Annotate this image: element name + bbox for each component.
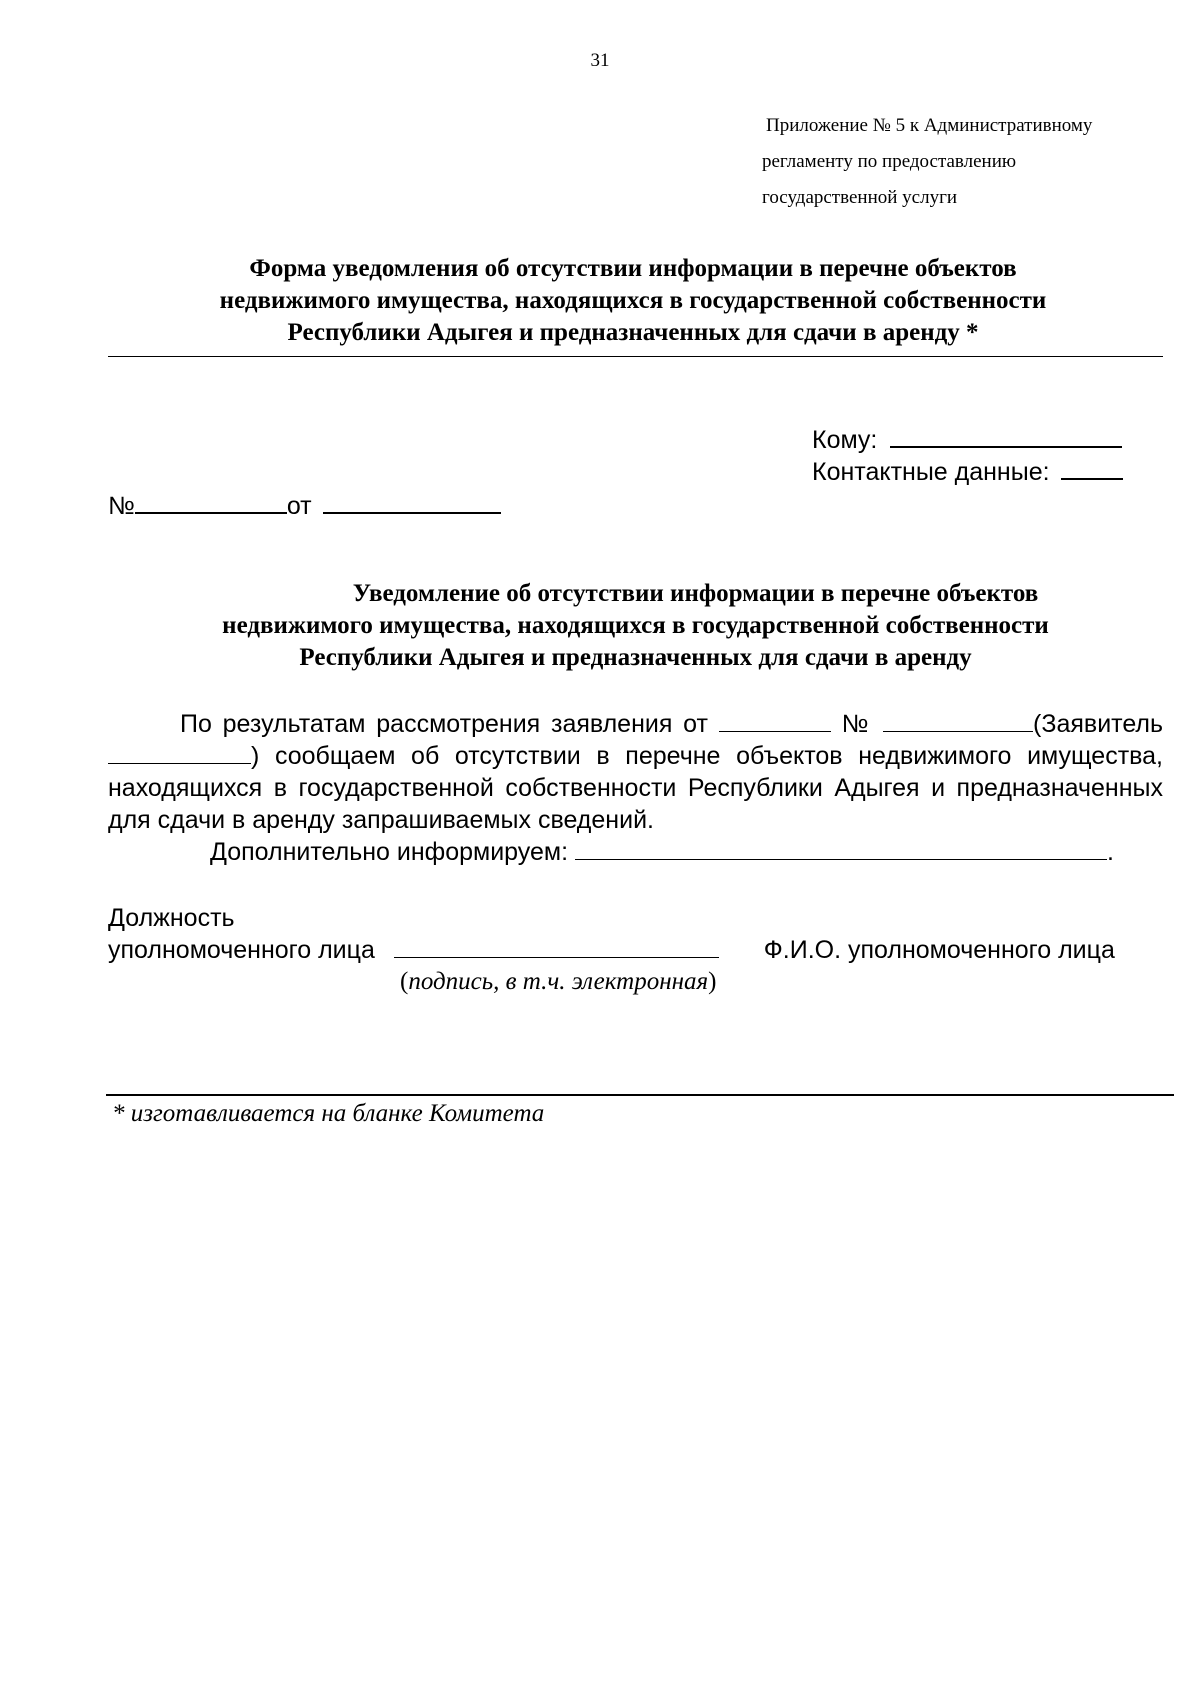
signature-hint-text: подпись, в т.ч. электронная [408,968,709,995]
recipient-to-field[interactable] [890,426,1122,448]
appendix-line-3: государственной услуги [762,187,958,208]
signature-hint [400,966,716,998]
body-number-sign: № [841,710,873,738]
footnote: * изготавливается на бланке Комитета [112,1100,545,1127]
body-rest-text: ) сообщаем об отсутствии в перечне объектов недвижимого имущества, находящихся в государственной собственности Республики Адыгея и предназначенных для сдачи в аренду запрашиваемых сведений. [108,742,1163,834]
additional-info-label: Дополнительно информируем: [210,838,569,866]
document-number-field[interactable] [135,492,287,514]
additional-info-end: . [1107,838,1114,866]
fio-label: Ф.И.О. уполномоченного лица [763,936,1115,964]
body-start-text: По результатам рассмотрения заявления от [180,710,708,738]
applicant-name-field[interactable] [108,743,251,764]
form-title-line-3: Республики Адыгея и предназначенных для сдачи в аренду * [287,319,979,346]
recipient-to-label: Кому: [812,426,878,454]
body-applicant-label: (Заявитель [1033,710,1164,738]
footnote-divider [106,1094,1174,1096]
document-number-line [108,490,501,522]
recipient-contact-field[interactable] [1061,458,1123,480]
signature-hint-close: ) [708,968,717,995]
page-number: 31 [590,50,610,71]
appendix-line-2: регламенту по предоставлению [762,151,1017,172]
additional-info-line [108,836,1163,868]
signature-hint-open: ( [400,968,409,995]
number-sign: № [108,492,135,520]
position-label-line-1: Должность [108,904,235,932]
additional-info-field[interactable] [575,839,1107,860]
appendix-note [762,108,1182,216]
notice-title-line-3: Республики Адыгея и предназначенных для сдачи в аренду [299,644,972,671]
date-from-label: от [286,492,312,520]
form-title-line-2: недвижимого имущества, находящихся в государственной собственности [219,287,1047,314]
form-title [108,253,1158,349]
application-date-field[interactable] [719,711,831,732]
title-divider [108,356,1163,357]
appendix-line-1: Приложение № 5 к Административному [766,115,1093,136]
notice-body [108,708,1163,868]
notice-title [108,578,1163,674]
notice-title-line-1: Уведомление об отсутствии информации в перечне объектов [352,580,1039,607]
body-paragraph [108,708,1163,836]
application-number-field[interactable] [883,711,1033,732]
signature-field[interactable] [394,937,719,958]
recipient-contact-label: Контактные данные: [812,458,1050,486]
notice-title-line-2: недвижимого имущества, находящихся в государственной собственности [222,612,1049,639]
position-label-line-2: уполномоченного лица [108,936,375,964]
recipient-block [812,424,1123,488]
signature-block [108,902,1163,998]
form-title-line-1: Форма уведомления об отсутствии информации в перечне объектов [249,255,1017,282]
document-date-field[interactable] [323,492,501,514]
